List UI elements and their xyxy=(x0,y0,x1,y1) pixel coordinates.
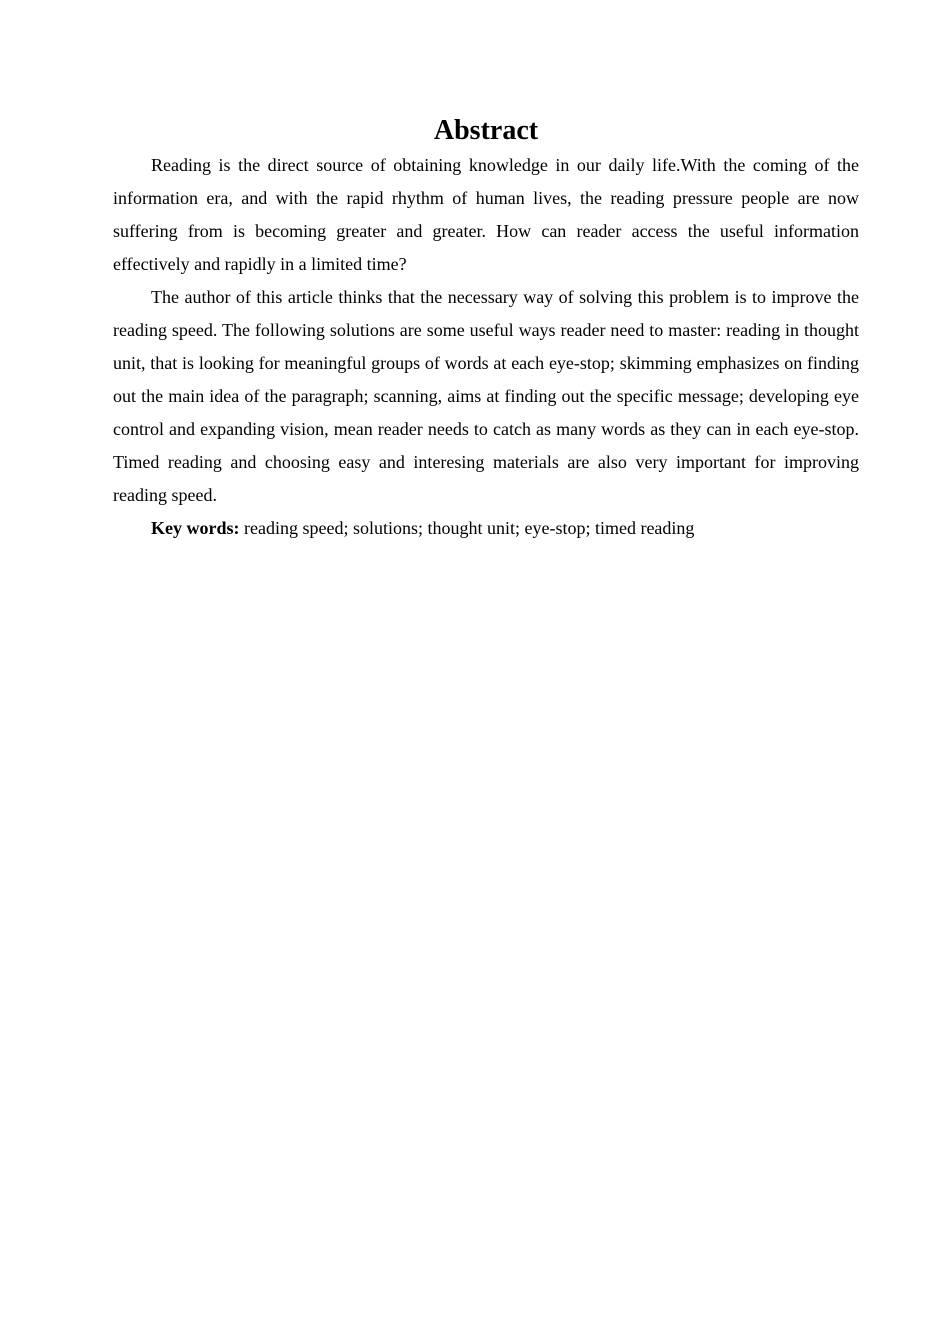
abstract-paragraph-2: The author of this article thinks that the necessary way of solving this problem is to improve the reading speed. The following solutions are some useful ways reader need to master: reading in thought unit, that is looking for meaningful groups of words at each eye-stop; skimming emphasizes on finding out the main idea of the paragraph; scanning, aims at finding out the specific message; developing eye control and expanding vision, mean reader needs to catch as many words as they can in each eye-stop. Timed reading and choosing easy and interesing materials are also very important for improving reading speed. xyxy=(113,287,859,505)
abstract-section xyxy=(113,113,859,545)
keywords-text: reading speed; solutions; thought unit; eye-stop; timed reading xyxy=(239,518,695,538)
abstract-title: Abstract xyxy=(433,115,539,146)
keywords-line xyxy=(113,512,859,545)
abstract-paragraph-1: Reading is the direct source of obtaining knowledge in our daily life.With the coming of the information era, and with the rapid rhythm of human lives, the reading pressure people are now suffering from is becoming greater and greater. How can reader access the useful information effectively and rapidly in a limited time? xyxy=(113,155,859,274)
keywords-label: Key words: xyxy=(151,518,240,538)
